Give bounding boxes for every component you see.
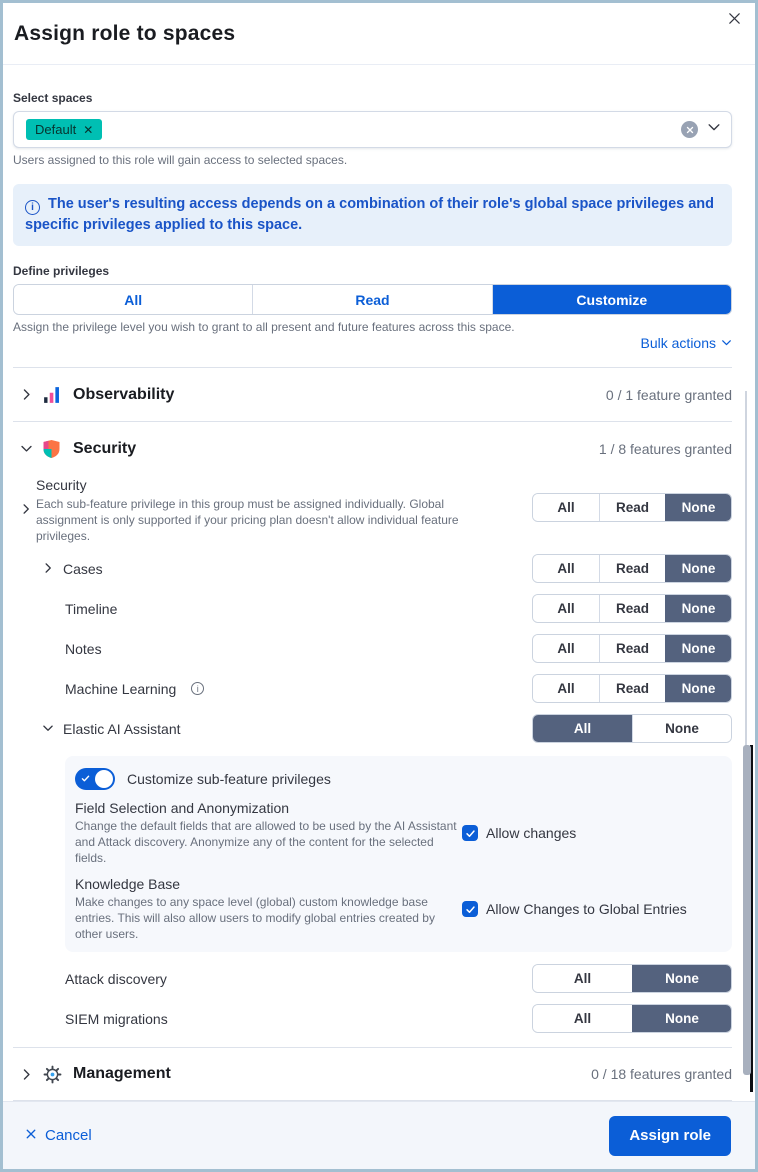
page-title: Assign role to spaces <box>14 21 236 45</box>
bulk-actions-link[interactable]: Bulk actions <box>641 335 732 351</box>
info-icon[interactable]: i <box>191 682 204 695</box>
privilege-group-machine-learning <box>532 674 732 703</box>
observability-granted-count: 0 / 1 feature granted <box>605 386 732 403</box>
chevron-right-icon[interactable] <box>13 388 43 401</box>
define-privileges-label: Define privileges <box>13 264 110 278</box>
scrollbar-track[interactable] <box>745 391 747 748</box>
privilege-group-security <box>532 493 732 522</box>
option-none[interactable]: None <box>665 675 731 702</box>
modal-header <box>3 3 755 65</box>
close-icon <box>727 11 742 29</box>
option-none[interactable]: None <box>632 965 731 992</box>
security-granted-count: 1 / 8 features granted <box>598 440 732 457</box>
select-spaces-label: Select spaces <box>13 91 93 105</box>
privilege-group-timeline <box>532 594 732 623</box>
group-row-management[interactable] <box>13 1047 732 1101</box>
feature-row-elastic-ai-assistant <box>13 714 732 743</box>
assign-role-button[interactable]: Assign role <box>609 1116 731 1156</box>
privilege-group-cases <box>532 554 732 583</box>
option-read[interactable]: Read <box>599 635 665 662</box>
option-read[interactable]: Read <box>599 494 665 521</box>
privilege-help-text: Assign the privilege level you wish to grant to all present and future features across this space. <box>13 320 515 334</box>
option-all[interactable]: All <box>533 965 632 992</box>
space-badge-default[interactable] <box>26 119 102 140</box>
scrollbar-thumb[interactable] <box>743 745 751 1075</box>
chevron-down-icon[interactable] <box>42 721 54 737</box>
chevron-down-icon <box>721 335 732 351</box>
option-none[interactable]: None <box>632 715 731 742</box>
privilege-option-all[interactable]: All <box>14 285 252 314</box>
privilege-group-attack-discovery <box>532 964 732 993</box>
group-row-security[interactable] <box>13 421 732 475</box>
feature-row-notes <box>13 634 732 663</box>
subfeature-description: Change the default fields that are allowed to be used by the AI Assistant and Attack discovery. Anonymize any of the content for the selected fields. <box>75 819 457 865</box>
close-icon <box>25 1127 37 1144</box>
group-title-security: Security <box>73 439 137 457</box>
option-all[interactable]: All <box>533 675 599 702</box>
subfeature-field-selection <box>75 800 716 866</box>
management-granted-count: 0 / 18 features granted <box>591 1066 732 1082</box>
info-callout-text: The user's resulting access depends on a combination of their role's global space privileges and specific privileges applied to this space. <box>25 196 715 233</box>
option-all[interactable]: All <box>533 715 632 742</box>
feature-category-list <box>13 367 732 1101</box>
security-icon <box>43 440 73 458</box>
option-read[interactable]: Read <box>599 675 665 702</box>
badge-remove-icon[interactable]: ✕ <box>83 122 94 137</box>
privilege-option-read[interactable]: Read <box>252 285 491 314</box>
combobox-clear-button[interactable] <box>681 121 698 138</box>
privilege-option-customize[interactable]: Customize <box>492 285 731 314</box>
privilege-group-elastic-ai-assistant <box>532 714 732 743</box>
privilege-group-notes <box>532 634 732 663</box>
option-all[interactable]: All <box>533 1005 632 1032</box>
info-icon: i <box>25 200 40 215</box>
feature-name: Machine Learning <box>65 680 177 697</box>
feature-name: Timeline <box>65 600 118 617</box>
subfeature-description: Make changes to any space level (global) custom knowledge base entries. This will also allow users to modify global entries created by other users. <box>75 895 435 941</box>
privilege-group-siem-migrations <box>532 1004 732 1033</box>
feature-name: SIEM migrations <box>65 1010 168 1027</box>
feature-row-attack-discovery <box>13 964 732 993</box>
checkbox-label: Allow Changes to Global Entries <box>486 901 687 917</box>
allow-changes-checkbox[interactable] <box>462 825 478 841</box>
privilege-button-group <box>13 284 732 315</box>
space-badge-label: Default <box>35 122 77 137</box>
option-none[interactable]: None <box>632 1005 731 1032</box>
feature-name: Attack discovery <box>65 970 167 987</box>
chevron-down-icon[interactable] <box>707 120 721 139</box>
checkbox-label: Allow changes <box>486 825 577 841</box>
option-all[interactable]: All <box>533 494 599 521</box>
option-none[interactable]: None <box>665 595 731 622</box>
option-none[interactable]: None <box>665 494 731 521</box>
option-all[interactable]: All <box>533 595 599 622</box>
option-none[interactable]: None <box>665 635 731 662</box>
feature-name: Notes <box>65 640 102 657</box>
cancel-button[interactable]: Cancel <box>25 1127 92 1144</box>
feature-row-cases <box>13 554 732 583</box>
option-none[interactable]: None <box>665 555 731 582</box>
subfeature-knowledge-base <box>75 876 716 942</box>
subfeature-privileges-panel <box>65 756 732 952</box>
gear-icon <box>43 1065 73 1084</box>
group-title-observability: Observability <box>73 385 175 403</box>
chevron-right-icon[interactable] <box>13 1068 43 1081</box>
feature-name: Elastic AI Assistant <box>63 720 181 737</box>
customize-subfeatures-toggle[interactable] <box>75 768 115 790</box>
subfeature-title: Knowledge Base <box>75 876 181 892</box>
toggle-knob <box>95 770 113 788</box>
feature-description: Each sub-feature privilege in this group must be assigned individually. Global assignment is only supported if your pricing plan doesn't allow individual feature privileges. <box>36 497 459 543</box>
group-row-observability[interactable] <box>13 367 732 421</box>
chevron-right-icon[interactable] <box>42 561 54 577</box>
allow-global-entries-checkbox[interactable] <box>462 901 478 917</box>
feature-name: Cases <box>63 560 103 577</box>
spaces-combobox[interactable] <box>13 111 732 148</box>
feature-row-siem-migrations <box>13 1004 732 1033</box>
observability-icon <box>43 386 73 404</box>
chevron-right-icon[interactable] <box>13 502 36 520</box>
subfeature-title: Field Selection and Anonymization <box>75 800 290 816</box>
toggle-label: Customize sub-feature privileges <box>127 771 331 787</box>
select-spaces-help: Users assigned to this role will gain access to selected spaces. <box>13 153 348 167</box>
feature-row-timeline <box>13 594 732 623</box>
modal-footer <box>3 1101 755 1169</box>
info-callout <box>13 184 732 246</box>
group-title-management: Management <box>73 1065 171 1082</box>
feature-row-machine-learning <box>13 674 732 703</box>
feature-row-security-group <box>13 477 732 544</box>
option-all[interactable]: All <box>533 555 599 582</box>
option-read[interactable]: Read <box>599 595 665 622</box>
option-all[interactable]: All <box>533 635 599 662</box>
chevron-down-icon[interactable] <box>13 442 43 455</box>
close-button[interactable] <box>723 9 745 31</box>
feature-name: Security <box>36 477 87 493</box>
option-read[interactable]: Read <box>599 555 665 582</box>
modal-body <box>3 65 755 1101</box>
